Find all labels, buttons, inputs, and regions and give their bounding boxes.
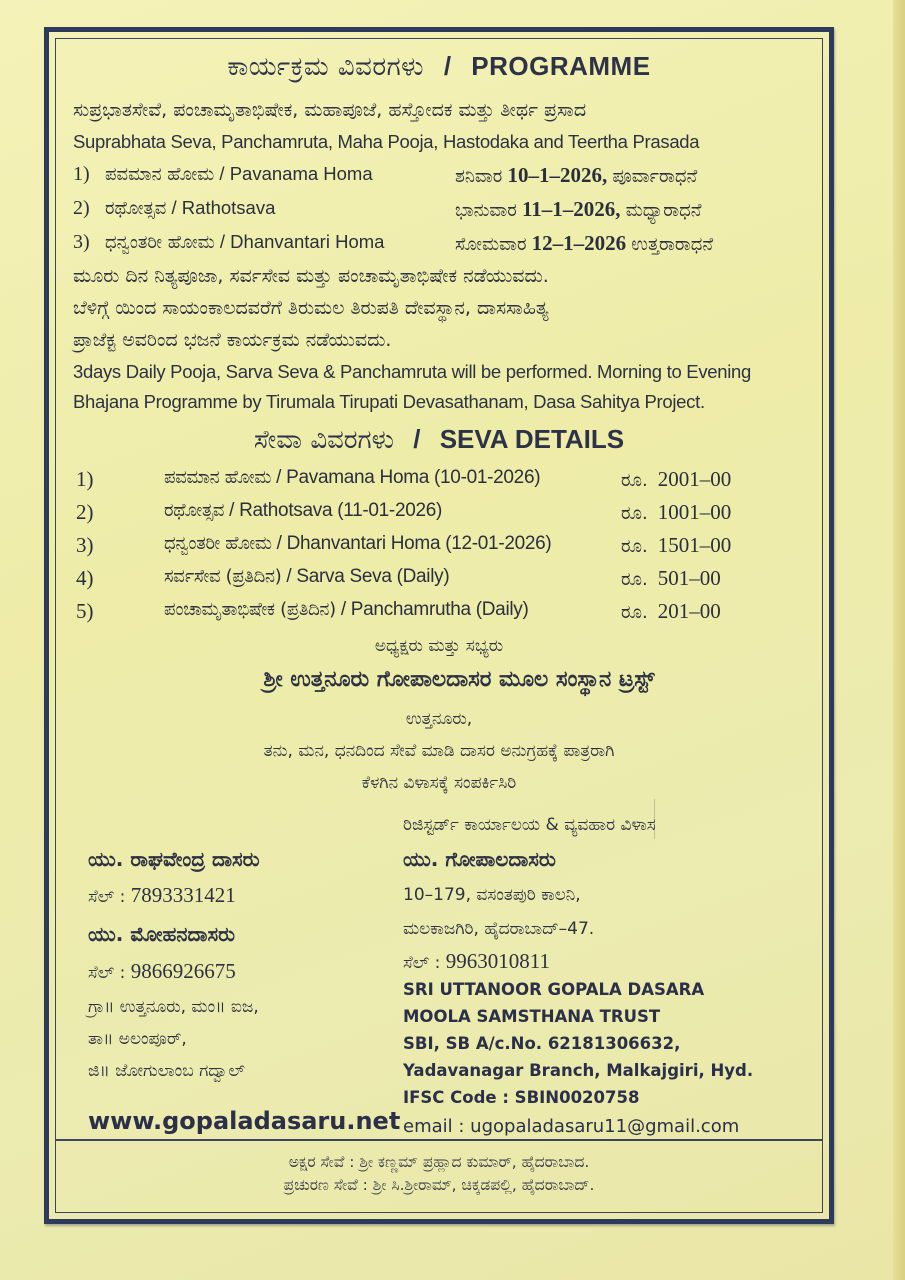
currency-label: ರೂ. [621,602,648,623]
seva-amount [621,566,721,591]
cell-label: ಸೆಲ್ : [88,887,126,907]
seva-row [76,533,812,563]
contact-cell-mohana [88,959,236,984]
intro-kannada: ಸುಪ್ರಭಾತಸೇವೆ, ಪಂಚಾಮೃತಾಭಿಷೇಕ, ಮಹಾಪೂಜೆ, ಹಸ್ತೋದಕ ಮತ್ತು ತೀರ್ಥ ಪ್ರಸಾದ [73,99,587,121]
description-kannada-line: ಬೆಳಿಗ್ಗೆ ಯಿಂದ ಸಾಯಂಕಾಲದವರೆಗೆ ತಿರುಮಲ ತಿರುಪತಿ ದೇವಸ್ಥಾನ, ದಾಸಸಾಹಿತ್ಯ [73,297,549,319]
seva-number: 2) [76,500,94,524]
contact-name-gopala: ಯು. ಗೋಪಾಲದಾಸರು [403,847,556,871]
programme-time: ಮಧ್ಯಾರಾಧನೆ [625,200,702,221]
seva-amount-value: 1501–00 [657,533,732,557]
seva-amount [621,533,731,558]
programme-row [73,231,812,257]
programme-row [73,163,812,189]
bank-detail-line: SBI, SB A/c.No. 62181306632, [403,1034,681,1053]
programme-time: ಪೂರ್ವಾರಾಧನೆ [612,166,698,187]
seva-name-english: / Sarva Seva (Daily) [286,566,450,587]
programme-date-value: 11–1–2026, [521,197,621,221]
seva-amount [621,500,731,525]
seva-amount-value: 201–00 [657,599,721,623]
programme-day: ಭಾನುವಾರ [455,200,517,221]
office-address-line: ಮಲಕಾಜಗಿರಿ, ಹೈದರಾಬಾದ್–47. [403,919,595,939]
village-address-line: ತಾ॥ ಅಲಂಪೂರ್, [88,1029,187,1049]
seva-name-kannada: ರಥೋತ್ಸವ [164,500,225,521]
seva-name-kannada: ಧನ್ವಂತರೀ ಹೋಮ [164,533,272,554]
village-address-line: ಗ್ರಾ॥ ಉತ್ತನೂರು, ಮಂ॥ ಐಜ, [88,997,259,1017]
seva-title-kannada: ಸೇವಾ ವಿವರಗಳು [253,425,394,455]
seva-amount-value: 2001–00 [657,467,732,491]
programme-number: 1) [73,163,90,185]
website-link[interactable]: www.gopaladasaru.net [88,1107,401,1135]
programme-name [105,231,384,253]
programme-title [56,51,822,83]
programme-name-kannada: ಪವಮಾನ ಹೋಮ [105,164,215,185]
seva-amount [621,467,731,492]
programme-day: ಸೋಮವಾರ [455,234,527,255]
seva-title-english: SEVA DETAILS [439,424,625,454]
programme-name [105,197,275,219]
seva-amount [621,599,721,624]
cell-label: ಸೆಲ್ : [88,963,126,983]
seva-number: 5) [76,599,94,623]
programme-date [455,197,702,222]
seva-name-kannada: ಪಂಚಾಮೃತಾಭಿಷೇಕ (ಪ್ರತಿದಿನ) [164,599,336,620]
intro-english: Suprabhata Seva, Panchamruta, Maha Pooja, Hastodaka and Teertha Prasada [73,131,700,152]
seva-name-english: / Rathotsava (11-01-2026) [229,500,443,521]
programme-name-english: / Dhanvantari Homa [219,231,385,252]
credits-footer [56,1139,822,1212]
seva-row [76,566,812,596]
email-label: email : [403,1116,465,1137]
title-separator: / [443,51,452,81]
seva-row [76,599,812,629]
office-address-line: 10–179, ವಸಂತಪುರಿ ಕಾಲನಿ, [403,885,581,905]
seva-number: 1) [76,467,94,491]
seva-details-title [56,424,822,456]
seva-row [76,500,812,530]
programme-date-value: 10–1–2026, [507,163,608,187]
seva-number: 4) [76,566,94,590]
contact-prompt: ಕೆಳಗಿನ ವಿಳಾಸಕ್ಕೆ ಸಂಪರ್ಕಿಸಿರಿ [361,773,517,793]
publishing-credit: ಪ್ರಚುರಣ ಸೇವೆ : ಶ್ರೀ ಸಿ.ಶ್ರೀರಾಮ್, ಚಿಕ್ಕಡಪಲ್ಲಿ, ಹೈದರಾಬಾದ್. [283,1176,595,1194]
programme-name-kannada: ರಥೋತ್ಸವ [105,198,167,219]
description-kannada-line: ಮೂರು ದಿನ ನಿತ್ಯಪೂಜಾ, ಸರ್ವಸೇವ ಮತ್ತು ಪಂಚಾಮೃತಾಭಿಷೇಕ ನಡೆಯುವದು. [73,265,549,287]
office-cell [403,949,550,974]
seva-name-kannada: ಪವಮಾನ ಹೋಮ [164,467,272,488]
registered-office-heading: ರಿಜಿಸ್ಟರ್ಡ್ ಕಾರ್ಯಾಲಯ & ವ್ಯವಹಾರ ವಿಳಾಸ [403,815,656,835]
pamphlet-inner-border [55,38,823,1213]
ifsc-code: IFSC Code : SBIN0020758 [403,1088,640,1107]
village-address-line: ಜಿ॥ ಜೋಗುಲಾಂಬ ಗದ್ವಾಲ್ [88,1061,245,1081]
email-line [403,1116,739,1137]
description-english-line: 3days Daily Pooja, Sarva Seva & Panchamruta will be performed. Morning to Evening [73,361,752,382]
seva-name [164,566,449,588]
currency-label: ರೂ. [621,503,648,524]
programme-day: ಶನಿವಾರ [455,166,503,187]
seva-name-kannada: ಸರ್ವಸೇವ (ಪ್ರತಿದಿನ) [164,566,282,587]
programme-date [455,231,713,256]
phone-number[interactable]: 7893331421 [130,883,236,907]
seva-amount-value: 501–00 [657,566,721,590]
seva-name-english: / Pavamana Homa (10-01-2026) [276,467,541,488]
seva-name-english: / Panchamrutha (Daily) [340,599,529,620]
description-kannada-line: ಪ್ರಾಜೆಕ್ಟ ಅವರಿಂದ ಭಜನೆ ಕಾರ್ಯಕ್ರಮ ನಡೆಯುವದು. [73,329,392,351]
trust-place: ಉತ್ತನೂರು, [405,709,473,729]
seva-amount-value: 1001–00 [657,500,732,524]
phone-number[interactable]: 9963010811 [445,949,551,973]
description-english-line: Bhajana Programme by Tirumala Tirupati Devasathanam, Dasa Sahitya Project. [73,391,705,412]
programme-name-english: / Rathotsava [171,197,276,218]
seva-title-separator: / [413,424,421,454]
contact-cell-raghavendra [88,883,236,908]
bank-detail-line: SRI UTTANOOR GOPALA DASARA [403,980,705,999]
phone-number[interactable]: 9866926675 [130,959,236,983]
seva-name [164,467,540,489]
seva-name-english: / Dhanvantari Homa (12-01-2026) [276,533,552,554]
trust-name: ಶ್ರೀ ಉತ್ತನೂರು ಗೋಪಾಲದಾಸರ ಮೂಲ ಸಂಸ್ಥಾನ ಟ್ರಸ್ಟ್ [263,667,655,692]
seva-name [164,599,529,621]
currency-label: ರೂ. [621,470,648,491]
appeal-text: ತನು, ಮನ, ಧನದಿಂದ ಸೇವೆ ಮಾಡಿ ದಾಸರ ಅನುಗ್ರಹಕ್ಕೆ ಪಾತ್ರರಾಗಿ [263,741,615,761]
programme-number: 3) [73,231,90,253]
organizers-heading: ಅಧ್ಯಕ್ಷರು ಮತ್ತು ಸಭ್ಯರು [374,636,504,656]
typesetting-credit: ಅಕ್ಷರ ಸೇವೆ : ಶ್ರೀ ಕಣ್ಣಮ್ ಪ್ರಹ್ಲಾದ ಕುಮಾರ್, ಹೈದರಾಬಾದ. [288,1153,590,1171]
main-panel [56,39,822,1139]
currency-label: ರೂ. [621,536,648,557]
title-english: PROGRAMME [471,51,651,81]
pamphlet-frame [44,27,834,1224]
seva-name [164,500,442,522]
cell-label: ಸೆಲ್ : [403,953,441,973]
programme-time: ಉತ್ತರಾರಾಧನೆ [631,234,714,255]
programme-name-english: / Pavanama Homa [219,163,373,184]
contact-name-raghavendra: ಯು. ರಾಘವೇಂದ್ರ ದಾಸರು [88,847,260,871]
currency-label: ರೂ. [621,569,648,590]
programme-name-kannada: ಧನ್ವಂತರೀ ಹೋಮ [105,232,215,253]
bank-detail-line: MOOLA SAMSTHANA TRUST [403,1007,661,1026]
contact-name-mohana: ಯು. ಮೋಹನದಾಸರು [88,922,236,946]
programme-row [73,197,812,223]
programme-date [455,163,697,188]
seva-name [164,533,551,555]
programme-date-value: 12–1–2026 [531,231,627,255]
programme-name [105,163,373,185]
paper-edge [893,0,905,1280]
bank-detail-line: Yadavanagar Branch, Malkajgiri, Hyd. [403,1061,754,1080]
seva-row [76,467,812,497]
seva-number: 3) [76,533,94,557]
title-kannada: ಕಾರ್ಯಕ್ರಮ ವಿವರಗಳು [227,52,425,82]
programme-number: 2) [73,197,90,219]
email-link[interactable]: ugopaladasaru11@gmail.com [470,1116,740,1137]
